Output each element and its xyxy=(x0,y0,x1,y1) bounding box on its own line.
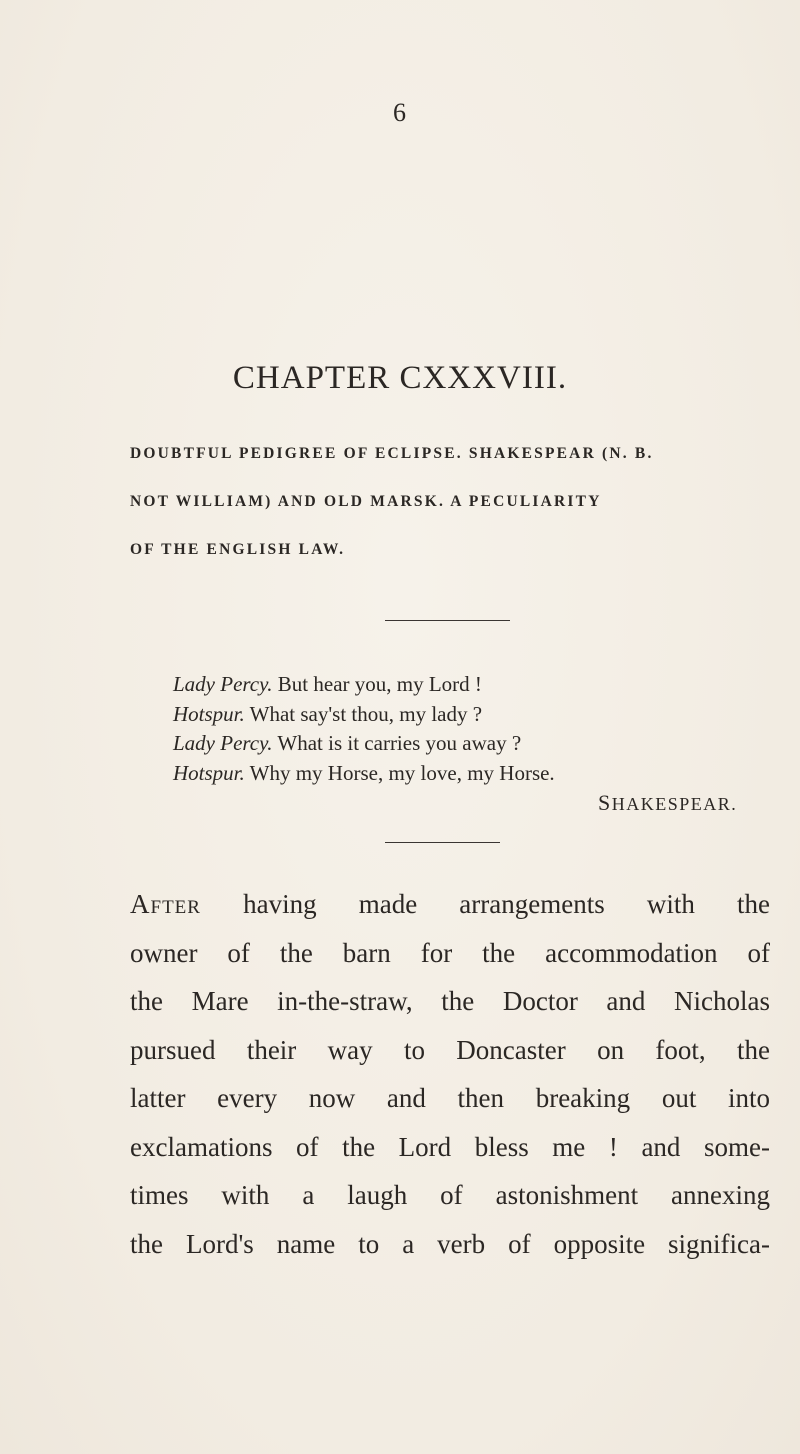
summary-line: DOUBTFUL PEDIGREE OF ECLIPSE. SHAKESPEAR (N. B. xyxy=(130,445,654,462)
body-line: pursued their way to Doncaster on foot, the xyxy=(130,1034,770,1065)
body-line: exclamations of the Lord bless me ! and some- xyxy=(130,1131,770,1162)
attribution-rest: HAKESPEAR. xyxy=(611,794,738,814)
speaker-name: Lady Percy. xyxy=(173,672,273,696)
summary-line: OF THE ENGLISH LAW. xyxy=(130,541,346,558)
body-line-text: having made arrangements with the xyxy=(200,889,770,919)
summary-line: NOT WILLIAM) AND OLD MARSK. A PECULIARITY xyxy=(130,493,602,510)
divider-rule xyxy=(385,842,500,843)
body-line xyxy=(130,880,770,929)
epigraph-text: What is it carries you away ? xyxy=(272,731,522,755)
speaker-name: Lady Percy. xyxy=(173,731,273,755)
opening-word: After xyxy=(130,889,201,919)
page-number: 6 xyxy=(393,98,407,127)
body-line: the Mare in-the-straw, the Doctor and Nicholas xyxy=(130,986,770,1016)
epigraph-text: What say'st thou, my lady ? xyxy=(244,701,483,726)
divider-rule xyxy=(385,620,510,621)
attribution-initial: S xyxy=(598,790,612,815)
body-paragraph xyxy=(130,880,770,1268)
epigraph-line xyxy=(173,729,773,759)
epigraph-text: Why my Horse, my love, my Horse. xyxy=(244,760,555,785)
chapter-title: CHAPTER CXXXVIII. xyxy=(232,360,568,396)
epigraph-line xyxy=(173,670,773,700)
epigraph xyxy=(173,670,773,788)
epigraph-attribution xyxy=(598,790,737,816)
epigraph-line xyxy=(173,700,773,730)
body-line: times with a laugh of astonishment annexing xyxy=(130,1180,770,1210)
body-line: owner of the barn for the accommodation of xyxy=(130,937,770,968)
epigraph-text: But hear you, my Lord ! xyxy=(272,672,482,696)
body-line: latter every now and then breaking out into xyxy=(130,1083,770,1113)
body-line: the Lord's name to a verb of opposite significa- xyxy=(130,1228,770,1259)
speaker-name: Hotspur. xyxy=(173,701,245,726)
chapter-summary xyxy=(130,446,770,590)
speaker-name: Hotspur. xyxy=(173,760,245,785)
epigraph-line xyxy=(173,759,773,789)
